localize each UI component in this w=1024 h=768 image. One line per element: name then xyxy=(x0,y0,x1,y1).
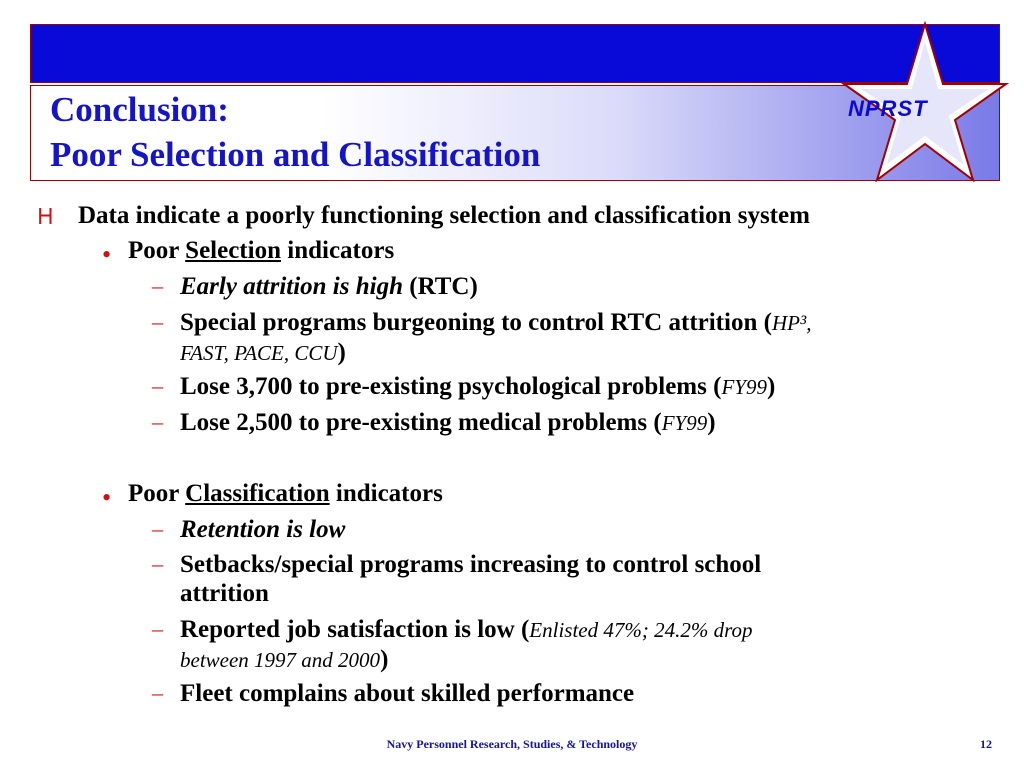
classification-item-2: Setbacks/special programs increasing to control school xyxy=(180,551,762,578)
classification-item-3-line2: between 1997 and 2000) xyxy=(180,646,389,673)
page-title-line1: Conclusion: xyxy=(50,90,229,129)
selection-item-3: Lose 3,700 to pre-existing psychological problems (FY99) xyxy=(180,373,776,400)
selection-item-4: Lose 2,500 to pre-existing medical problems (FY99) xyxy=(180,409,716,436)
dash-icon: – xyxy=(152,273,163,298)
selection-heading: Poor Selection indicators xyxy=(128,237,395,264)
main-bullet-text: Data indicate a poorly functioning selection and classification system xyxy=(78,202,810,229)
dash-icon: – xyxy=(152,616,163,641)
dash-icon: – xyxy=(152,551,163,576)
h-glyph-icon: Ꮋ xyxy=(38,204,53,229)
bullet-dot-icon: • xyxy=(102,483,112,512)
dash-icon: – xyxy=(152,373,163,398)
selection-item-2-line2: FAST, PACE, CCU) xyxy=(180,339,346,366)
bullet-dot-icon: • xyxy=(102,240,112,269)
logo-text: NPRST xyxy=(848,96,928,121)
page-number: 12 xyxy=(980,737,992,751)
classification-heading: Poor Classification indicators xyxy=(128,480,443,507)
dash-icon: – xyxy=(152,516,163,541)
dash-icon: – xyxy=(152,680,163,705)
selection-item-1: Early attrition is high (RTC) xyxy=(180,273,478,300)
dash-icon: – xyxy=(152,309,163,334)
footer-org: Navy Personnel Research, Studies, & Technology xyxy=(386,737,638,751)
dash-icon: – xyxy=(152,409,163,434)
classification-item-4: Fleet complains about skilled performance xyxy=(180,680,635,707)
classification-item-2-line2: attrition xyxy=(180,580,269,607)
classification-item-3: Reported job satisfaction is low (Enlisted 47%; 24.2% drop xyxy=(180,616,753,643)
selection-item-2: Special programs burgeoning to control RTC attrition (HP³, xyxy=(180,309,812,336)
classification-item-1: Retention is low xyxy=(180,516,346,543)
page-title-line2: Poor Selection and Classification xyxy=(50,135,541,174)
